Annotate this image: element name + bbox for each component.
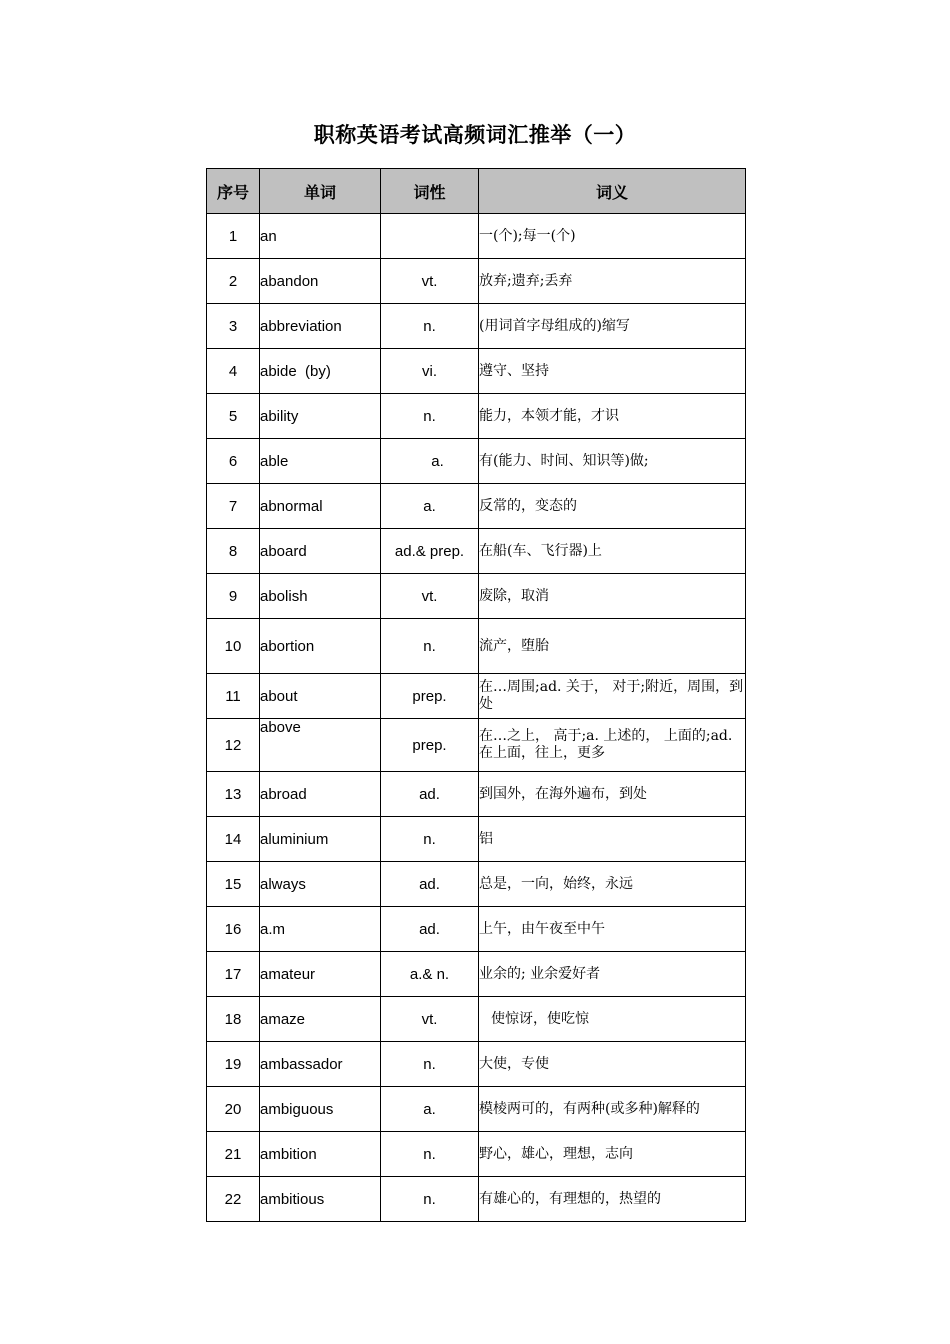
table-row	[207, 574, 746, 619]
row-number: 21	[207, 1132, 260, 1177]
row-number: 11	[207, 674, 260, 719]
row-word: a.m	[260, 907, 381, 952]
row-part-of-speech: n.	[381, 394, 479, 439]
table-row	[207, 1087, 746, 1132]
row-part-of-speech: vt.	[381, 574, 479, 619]
row-meaning: 模棱两可的，有两种(或多种)解释的	[479, 1087, 746, 1132]
table-row	[207, 952, 746, 997]
row-part-of-speech: ad.	[381, 862, 479, 907]
table-row	[207, 1132, 746, 1177]
row-part-of-speech	[381, 214, 479, 259]
row-part-of-speech: n.	[381, 1042, 479, 1087]
row-meaning: 在船(车、飞行器)上	[479, 529, 746, 574]
row-number: 12	[207, 719, 260, 772]
page-title: 职称英语考试高频词汇推举（一）	[313, 122, 637, 147]
row-word: an	[260, 214, 381, 259]
row-number: 8	[207, 529, 260, 574]
table-row	[207, 1177, 746, 1222]
row-word: abide (by)	[260, 349, 381, 394]
row-number: 1	[207, 214, 260, 259]
row-word: always	[260, 862, 381, 907]
row-number: 19	[207, 1042, 260, 1087]
row-number: 14	[207, 817, 260, 862]
row-meaning: 铝	[479, 817, 746, 862]
table-row	[207, 214, 746, 259]
row-meaning: 废除，取消	[479, 574, 746, 619]
row-number: 3	[207, 304, 260, 349]
row-meaning: (用词首字母组成的)缩写	[479, 304, 746, 349]
row-part-of-speech: n.	[381, 817, 479, 862]
row-word: aboard	[260, 529, 381, 574]
row-word: ability	[260, 394, 381, 439]
header-part-of-speech: 词性	[381, 169, 479, 214]
row-part-of-speech: n.	[381, 1177, 479, 1222]
row-number: 17	[207, 952, 260, 997]
row-number: 10	[207, 619, 260, 674]
row-word: ambitious	[260, 1177, 381, 1222]
table-row	[207, 862, 746, 907]
row-word: abolish	[260, 574, 381, 619]
row-meaning: 放弃;遗弃;丢弃	[479, 259, 746, 304]
row-word: amateur	[260, 952, 381, 997]
row-number: 5	[207, 394, 260, 439]
row-word: abnormal	[260, 484, 381, 529]
row-number: 2	[207, 259, 260, 304]
row-meaning: 有雄心的，有理想的，热望的	[479, 1177, 746, 1222]
row-meaning: 上午，由午夜至中午	[479, 907, 746, 952]
table-row	[207, 997, 746, 1042]
table-row	[207, 349, 746, 394]
row-part-of-speech: ad.& prep.	[381, 529, 479, 574]
row-meaning: 野心，雄心，理想，志向	[479, 1132, 746, 1177]
row-part-of-speech: a.	[381, 439, 479, 484]
row-meaning: 业余的; 业余爱好者	[479, 952, 746, 997]
row-word: ambition	[260, 1132, 381, 1177]
row-number: 16	[207, 907, 260, 952]
row-number: 20	[207, 1087, 260, 1132]
row-number: 4	[207, 349, 260, 394]
row-part-of-speech: vt.	[381, 259, 479, 304]
row-word: abbreviation	[260, 304, 381, 349]
row-word: abandon	[260, 259, 381, 304]
row-number: 15	[207, 862, 260, 907]
header-number: 序号	[207, 169, 260, 214]
row-number: 6	[207, 439, 260, 484]
row-part-of-speech: vi.	[381, 349, 479, 394]
row-word: ambiguous	[260, 1087, 381, 1132]
header-meaning: 词义	[479, 169, 746, 214]
table-row	[207, 304, 746, 349]
row-meaning: 到国外，在海外遍布，到处	[479, 772, 746, 817]
row-word: abortion	[260, 619, 381, 674]
row-part-of-speech: vt.	[381, 997, 479, 1042]
table-row	[207, 772, 746, 817]
table-row	[207, 484, 746, 529]
row-part-of-speech: prep.	[381, 674, 479, 719]
row-meaning: 大使，专使	[479, 1042, 746, 1087]
table-row	[207, 1042, 746, 1087]
table-row	[207, 719, 746, 772]
row-number: 7	[207, 484, 260, 529]
row-number: 9	[207, 574, 260, 619]
row-number: 13	[207, 772, 260, 817]
row-part-of-speech: a.	[381, 484, 479, 529]
row-meaning: 总是，一向，始终，永远	[479, 862, 746, 907]
table-header-row	[207, 169, 746, 214]
row-meaning: 能力，本领才能，才识	[479, 394, 746, 439]
vocabulary-table	[206, 168, 746, 1222]
table-row	[207, 619, 746, 674]
row-part-of-speech: ad.	[381, 772, 479, 817]
row-word: ambassador	[260, 1042, 381, 1087]
row-part-of-speech: ad.	[381, 907, 479, 952]
header-word: 单词	[260, 169, 381, 214]
row-meaning: 在…之上， 高于;a. 上述的， 上面的;ad. 在上面，往上，更多	[479, 719, 746, 772]
row-word: amaze	[260, 997, 381, 1042]
row-meaning: 流产，堕胎	[479, 619, 746, 674]
row-part-of-speech: n.	[381, 1132, 479, 1177]
row-meaning: 使惊讶，使吃惊	[479, 997, 746, 1042]
table-row	[207, 259, 746, 304]
row-meaning: 遵守、坚持	[479, 349, 746, 394]
table-row	[207, 674, 746, 719]
row-part-of-speech: n.	[381, 304, 479, 349]
row-word: above	[260, 719, 381, 772]
row-word: abroad	[260, 772, 381, 817]
row-part-of-speech: a.	[381, 1087, 479, 1132]
row-word: aluminium	[260, 817, 381, 862]
table-row	[207, 394, 746, 439]
table-row	[207, 907, 746, 952]
row-word: about	[260, 674, 381, 719]
table-row	[207, 817, 746, 862]
row-meaning: 一(个);每一(个)	[479, 214, 746, 259]
table-row	[207, 529, 746, 574]
row-meaning: 反常的，变态的	[479, 484, 746, 529]
row-meaning: 有(能力、时间、知识等)做;	[479, 439, 746, 484]
row-meaning: 在…周围;ad. 关于， 对于;附近，周围，到处	[479, 674, 746, 719]
row-part-of-speech: n.	[381, 619, 479, 674]
row-part-of-speech: a.& n.	[381, 952, 479, 997]
row-word: able	[260, 439, 381, 484]
table-row	[207, 439, 746, 484]
row-number: 18	[207, 997, 260, 1042]
row-part-of-speech: prep.	[381, 719, 479, 772]
row-number: 22	[207, 1177, 260, 1222]
